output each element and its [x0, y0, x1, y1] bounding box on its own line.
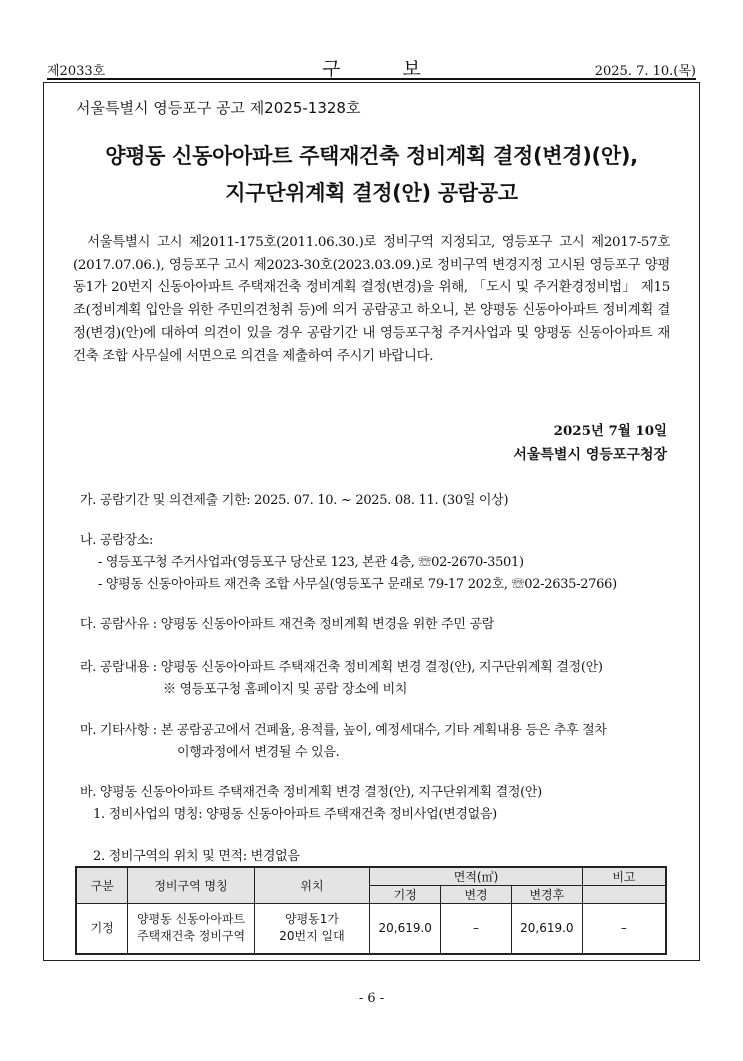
item-na: 나. 공람장소: [80, 533, 154, 548]
cell-remarks: – [582, 904, 666, 954]
item-ba-2: 2. 정비구역의 위치 및 면적: 변경없음 [93, 849, 300, 864]
item-ra-note: ※ 영등포구청 홈페이지 및 공람 장소에 비치 [163, 682, 408, 697]
cell-location [254, 904, 370, 954]
item-ma-line2: 이행과정에서 변경될 수 있음. [177, 745, 340, 760]
notice-body: 서울특별시 고시 제2011-175호(2011.06.30.)로 정비구역 지정되고, 영등포구 고시 제2017-57호(2017.07.06.), 영등포구 고시 제2023-30호(2023.03.09.)로 정비구역 변경지정 고시된 영등포구 양평동1가 20번지 신동아아파트 주택재건축 정비계획 결정(변경)을 위해, 「도시 및 주거환경정비법」 제15조(정비계획 입안을 위한 주민의견청취 등)에 의거 공람공고 하오니, 본 양평동 신동아아파트 정비계획 결정(변경)(안)에 대하여 의견이 있을 경우 공람기간 내 영등포구청 주거사업과 및 양평동 신동아아파트 재건축 조합 사무실에 서면으로 의견을 제출하여 주시기 바랍니다. [73, 235, 670, 364]
item-na-location-1: - 영등포구청 주거사업과(영등포구 당산로 123, 본관 4층, ☏02-2670-3501) [98, 555, 524, 570]
cell-zone-name-line1: 양평동 신동아아파트 [136, 912, 246, 927]
item-ba-1: 1. 정비사업의 명칭: 양평동 신동아아파트 주택재건축 정비사업(변경없음) [93, 807, 497, 822]
issue-date: 2025. 7. 10.(목) [594, 64, 696, 79]
item-na-location-2: - 양평동 신동아아파트 재건축 조합 사무실(영등포구 문래로 79-17 202호, ☏02-2635-2766) [98, 577, 617, 592]
notice-title-line1: 양평동 신동아아파트 주택재건축 정비계획 결정(변경)(안), [105, 144, 638, 168]
item-ra: 라. 공람내용 : 양평동 신동아아파트 주택재건축 정비계획 변경 결정(안), 지구단위계획 결정(안) [80, 660, 603, 675]
signature-date: 2025년 7월 10일 [553, 423, 667, 439]
issue-number: 제2033호 [47, 64, 106, 79]
page-header [47, 54, 696, 78]
th-zone-name: 정비구역 명칭 [128, 867, 254, 904]
th-existing: 기정 [370, 886, 441, 904]
item-ga: 가. 공람기간 및 의견제출 기한: 2025. 07. 10. ~ 2025. 08. 11. (30일 이상) [80, 493, 509, 508]
zone-area-table [75, 866, 667, 955]
notice-frame [43, 82, 700, 961]
signature-name: 서울특별시 영등포구청장 [513, 447, 667, 463]
item-da: 다. 공람사유 : 양평동 신동아아파트 재건축 정비계획 변경을 위한 주민 공람 [80, 617, 494, 632]
cell-existing: 20,619.0 [370, 904, 441, 954]
th-category: 구분 [76, 867, 128, 904]
cell-zone-name [128, 904, 254, 954]
page-number: - 6 - [358, 991, 385, 1006]
cell-category: 기정 [76, 904, 128, 954]
th-remarks: 비고 [582, 867, 666, 886]
notice-title-line2: 지구단위계획 결정(안) 공람공고 [225, 181, 518, 205]
th-remarks-blank [582, 886, 666, 904]
cell-zone-name-line2: 주택재건축 정비구역 [136, 929, 246, 944]
th-change: 변경 [441, 886, 512, 904]
item-ma-line1: 마. 기타사항 : 본 공람공고에서 건폐율, 용적률, 높이, 예정세대수, 기타 계획내용 등은 추후 절차 [80, 723, 607, 738]
notice-number: 서울특별시 영등포구 공고 제2025-1328호 [76, 99, 361, 117]
cell-change: – [441, 904, 512, 954]
cell-after: 20,619.0 [511, 904, 582, 954]
th-location: 위치 [254, 867, 370, 904]
th-after: 변경후 [511, 886, 582, 904]
header-divider [47, 78, 696, 80]
cell-location-line2: 20번지 일대 [279, 929, 345, 944]
publication-name: 구 보 [322, 58, 449, 80]
table-row [76, 904, 666, 954]
item-ba: 바. 양평동 신동아아파트 주택재건축 정비계획 변경 결정(안), 지구단위계획 결정(안) [80, 785, 542, 800]
cell-location-line1: 양평동1가 [285, 912, 340, 927]
th-area: 면적(㎡) [370, 867, 583, 886]
